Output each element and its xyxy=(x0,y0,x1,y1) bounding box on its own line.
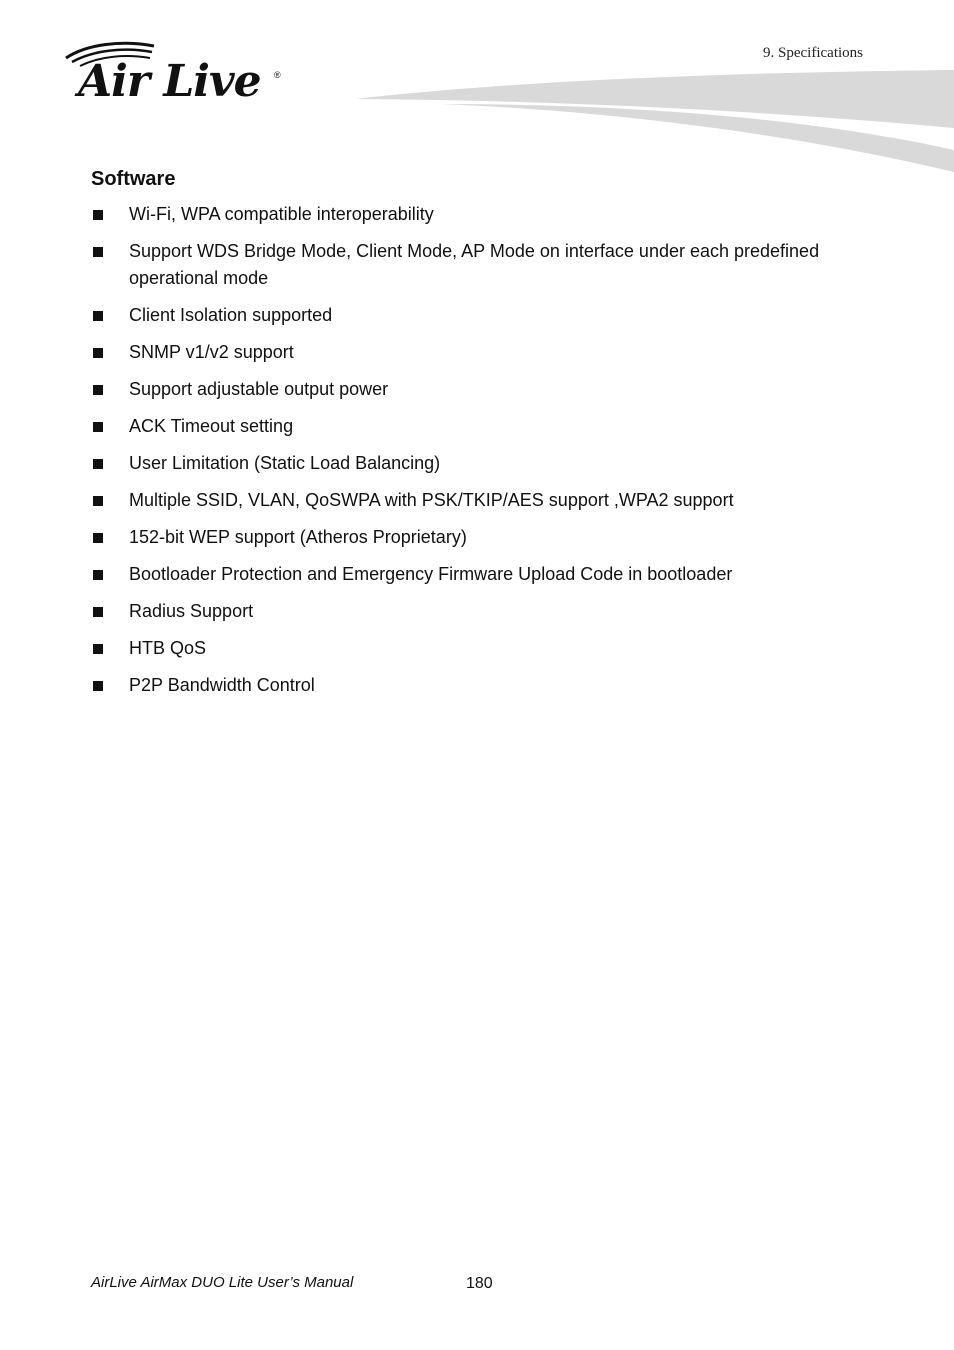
square-bullet-icon xyxy=(93,607,103,617)
list-item-text: Bootloader Protection and Emergency Firmware Upload Code in bootloader xyxy=(129,564,733,584)
square-bullet-icon xyxy=(93,459,103,469)
list-item xyxy=(91,201,871,228)
section-title: Software xyxy=(91,168,176,190)
list-item-text: ACK Timeout setting xyxy=(129,416,294,436)
list-item-text: Client Isolation supported xyxy=(129,305,333,325)
square-bullet-icon xyxy=(93,644,103,654)
list-item-text: 152-bit WEP support (Atheros Proprietary) xyxy=(129,527,467,547)
list-item xyxy=(91,672,871,699)
logo-wordmark: Air Live xyxy=(78,56,261,107)
square-bullet-icon xyxy=(93,570,103,580)
list-item-text: Multiple SSID, VLAN, QoSWPA with PSK/TKIP/AES support ,WPA2 support xyxy=(129,490,734,510)
footer-manual-title: AirLive AirMax DUO Lite User’s Manual xyxy=(91,1274,354,1291)
list-item-text: HTB QoS xyxy=(129,638,207,658)
list-item-text: User Limitation (Static Load Balancing) xyxy=(129,453,441,473)
list-item xyxy=(91,339,871,366)
list-item-text: Radius Support xyxy=(129,601,254,621)
square-bullet-icon xyxy=(93,247,103,257)
list-item-text: SNMP v1/v2 support xyxy=(129,342,294,362)
square-bullet-icon xyxy=(93,533,103,543)
list-item xyxy=(91,561,871,588)
list-item xyxy=(91,413,871,440)
list-item xyxy=(91,598,871,625)
square-bullet-icon xyxy=(93,348,103,358)
list-item-text: Support adjustable output power xyxy=(129,379,389,399)
list-item xyxy=(91,524,871,551)
list-item-text: Wi-Fi, WPA compatible interoperability xyxy=(129,204,434,224)
square-bullet-icon xyxy=(93,681,103,691)
list-item xyxy=(91,302,871,329)
square-bullet-icon xyxy=(93,210,103,220)
list-item xyxy=(91,450,871,477)
list-item xyxy=(91,487,871,514)
list-item xyxy=(91,635,871,662)
list-item xyxy=(91,238,871,292)
logo-registered-mark: ® xyxy=(274,70,281,80)
list-item-text: P2P Bandwidth Control xyxy=(129,675,315,695)
square-bullet-icon xyxy=(93,385,103,395)
square-bullet-icon xyxy=(93,311,103,321)
chapter-heading: 9. Specifications xyxy=(763,45,863,61)
list-item-text: Support WDS Bridge Mode, Client Mode, AP Mode on interface under each predefined operational mode xyxy=(129,241,820,288)
software-feature-list xyxy=(91,201,871,709)
airlive-logo xyxy=(62,40,292,108)
footer-page-number: 180 xyxy=(466,1275,493,1292)
square-bullet-icon xyxy=(93,422,103,432)
square-bullet-icon xyxy=(93,496,103,506)
list-item xyxy=(91,376,871,403)
